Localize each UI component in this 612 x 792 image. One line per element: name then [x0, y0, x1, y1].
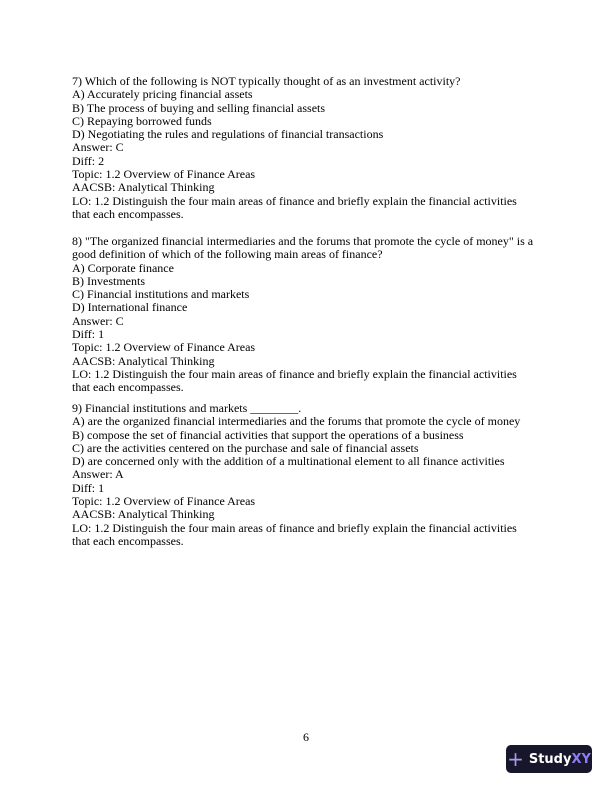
question-line: LO: 1.2 Distinguish the four main areas of finance and briefly explain the financial activities [72, 193, 517, 208]
question-line: Topic: 1.2 Overview of Finance Areas [72, 167, 256, 182]
question-line: 8) "The organized financial intermediaries and the forums that promote the cycle of money" is a [72, 234, 534, 248]
question-line: Topic: 1.2 Overview of Finance Areas [72, 340, 256, 355]
question-line: Answer: A [72, 467, 124, 482]
question-line: Topic: 1.2 Overview of Finance Areas [72, 494, 256, 509]
logo-text: StudyXY [528, 751, 591, 767]
question-line: C) Repaying borrowed funds [72, 113, 212, 128]
studyxy-logo [506, 745, 592, 773]
question-line: LO: 1.2 Distinguish the four main areas of finance and briefly explain the financial activities [72, 366, 517, 381]
question-line: AACSB: Analytical Thinking [72, 353, 215, 368]
question-line: A) Corporate finance [72, 260, 174, 275]
question-line: AACSB: Analytical Thinking [72, 507, 215, 522]
question-line: C) are the activities centered on the purchase and sale of financial assets [72, 440, 419, 455]
question-line: B) compose the set of financial activities that support the operations of a business [72, 427, 464, 442]
question-line: AACSB: Analytical Thinking [72, 180, 215, 195]
question-line: Answer: C [72, 140, 124, 155]
question-line: 9) Financial institutions and markets ________. [72, 401, 302, 415]
question-line: Diff: 1 [72, 327, 105, 342]
question-line: Answer: C [72, 313, 124, 328]
question-line: C) Financial institutions and markets [72, 287, 250, 302]
question-line: LO: 1.2 Distinguish the four main areas of finance and briefly explain the financial activities [72, 520, 517, 535]
question-line: B) Investments [72, 273, 145, 288]
question-line: that each encompasses. [72, 380, 184, 395]
question-line: D) International finance [72, 300, 188, 315]
question-line: that each encompasses. [72, 533, 184, 548]
question-line: B) The process of buying and selling financial assets [72, 100, 326, 115]
plus-icon: + [507, 747, 524, 771]
question-line: A) are the organized financial intermediaries and the forums that promote the cycle of money [72, 414, 521, 429]
question-9 [72, 402, 552, 548]
question-line: Diff: 2 [72, 153, 105, 168]
question-line: 7) Which of the following is NOT typically thought of as an investment activity? [72, 74, 461, 88]
page-number: 6 [303, 730, 309, 744]
question-line: good definition of which of the following main areas of finance? [72, 247, 383, 262]
question-8 [72, 235, 552, 395]
question-line: Diff: 1 [72, 480, 105, 495]
question-line: A) Accurately pricing financial assets [72, 87, 253, 102]
question-line: D) Negotiating the rules and regulations of financial transactions [72, 127, 384, 142]
question-7 [72, 75, 552, 221]
question-line: that each encompasses. [72, 206, 184, 221]
question-line: D) are concerned only with the addition of a multinational element to all finance activities [72, 454, 505, 469]
